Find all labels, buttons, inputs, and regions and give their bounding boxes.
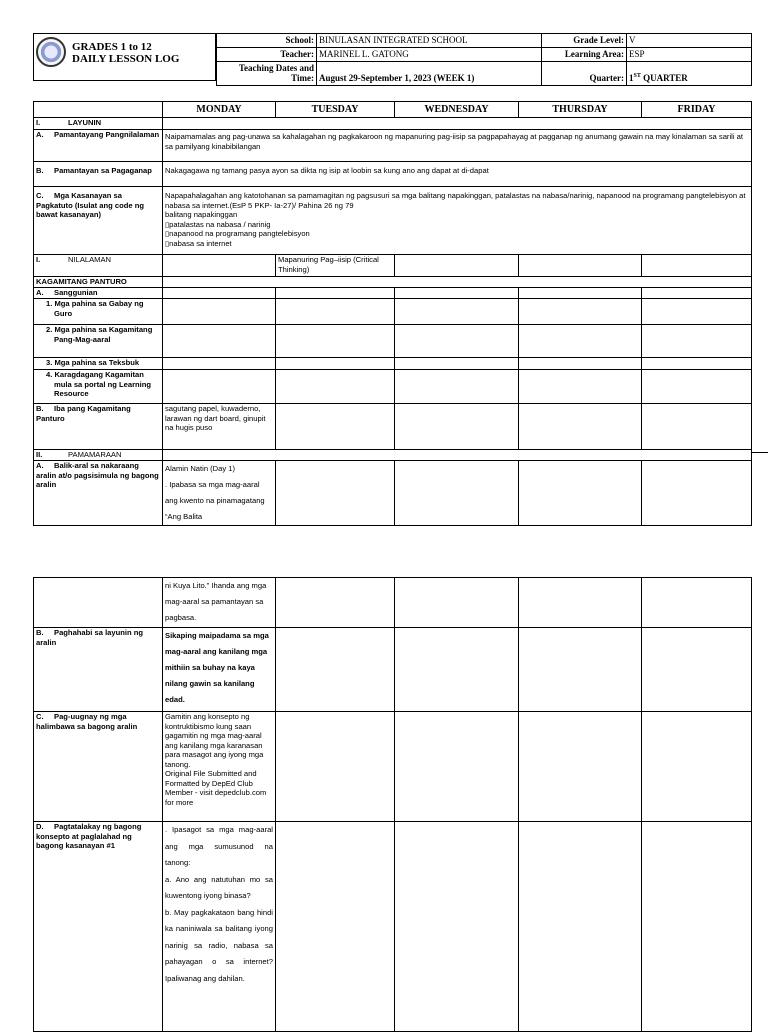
header-table	[216, 33, 752, 86]
s3-thu	[519, 358, 642, 370]
area-value: ESP	[627, 48, 752, 62]
s1-label: 1. Mga pahina sa Gabay ng Guro	[34, 299, 163, 325]
nilalaman-tue: Mapanuring Pag–iisip (Critical Thinking)	[276, 255, 395, 277]
s4-mon	[163, 370, 276, 404]
s-fri	[642, 288, 752, 299]
nilalaman-thu	[519, 255, 642, 277]
c-text	[163, 187, 752, 255]
c-text5: ▯nabasa sa internet	[165, 238, 232, 248]
p2-cont-fri	[642, 578, 752, 628]
grade-label: Grade Level:	[542, 34, 627, 48]
sanggunian-text: Sanggunian	[54, 288, 98, 297]
title-line1: GRADES 1 to 12	[72, 41, 152, 53]
school-label: School:	[217, 34, 317, 48]
pamamaraan-heading	[34, 450, 163, 461]
iba-tue	[276, 404, 395, 450]
s4-fri	[642, 370, 752, 404]
a-letter: A.	[36, 130, 44, 139]
balik-t1: Alamin Natin (Day 1)	[165, 464, 236, 473]
p2-b-text-label: Paghahabi sa layunin ng aralin	[36, 628, 144, 647]
nilalaman-wed	[395, 255, 519, 277]
p2-d-thu	[519, 822, 642, 1032]
s4-tue	[276, 370, 395, 404]
s4-label: 4. Karagdagang Kagamitan mula sa portal ng Learning Resource	[34, 370, 163, 404]
dates-label-2: Time:	[291, 73, 314, 83]
s2-tue	[276, 325, 395, 358]
pamantayang-label	[34, 130, 163, 162]
sanggunian-letter: A.	[36, 288, 44, 297]
balik-t2: . Ipabasa sa mga mag-aaral ang kwento na pinamagatang “Ang Balita	[165, 480, 265, 521]
p2-b-label	[34, 628, 163, 712]
p2-c-fri	[642, 712, 752, 822]
p2-c-tue	[276, 712, 395, 822]
lesson-table-page1	[33, 101, 752, 526]
dates-label	[217, 62, 317, 86]
b-letter: B.	[36, 166, 44, 175]
layunin-heading	[34, 118, 163, 130]
p2-d-wed	[395, 822, 519, 1032]
balik-fri	[642, 461, 752, 526]
balik-thu	[519, 461, 642, 526]
s2-wed	[395, 325, 519, 358]
quarter-text: QUARTER	[640, 73, 688, 83]
p2-c-text2: Original File Submitted and Formatted by DepEd Club Member - visit depedclub.com for more	[165, 769, 267, 807]
p2-cont-tue	[276, 578, 395, 628]
iba-wed	[395, 404, 519, 450]
p2-cont-thu	[519, 578, 642, 628]
grade-value: V	[627, 34, 752, 48]
nilalaman-num: I.	[36, 255, 41, 264]
p2-cont-wed	[395, 578, 519, 628]
iba-letter: B.	[36, 404, 44, 413]
balik-wed	[395, 461, 519, 526]
s1-fri	[642, 299, 752, 325]
s2-mon	[163, 325, 276, 358]
pamantayan-label	[34, 162, 163, 187]
s2-label: 2. Mga pahina sa Kagamitang Pang-Mag-aaral	[34, 325, 163, 358]
quarter-label: Quarter:	[542, 62, 627, 86]
p2-c-thu	[519, 712, 642, 822]
layunin-blank	[163, 118, 752, 130]
s3-mon	[163, 358, 276, 370]
p2-c-label	[34, 712, 163, 822]
c-text2: balitang napakinggan	[165, 210, 238, 219]
s1-mon	[163, 299, 276, 325]
title-box	[33, 33, 216, 81]
layunin-num: I.	[36, 118, 41, 127]
teacher-label: Teacher:	[217, 48, 317, 62]
school-value: BINULASAN INTEGRATED SCHOOL	[317, 34, 542, 48]
balik-text	[163, 461, 276, 526]
iba-thu	[519, 404, 642, 450]
s4-wed	[395, 370, 519, 404]
p2-c-text-label: Pag-uugnay ng mga halimbawa sa bagong aralin	[36, 712, 138, 731]
c-text1: Napapahalagahan ang katotohanan sa pamamagitan ng pagsusuri sa mga balitang napakinggan, patalastas na nabasa/narinig, napanood na programang pangtelebisyon at nabasa sa internet.(EsP 5 PKP- Ia-27)/ Pahina 26 ng 79	[165, 191, 746, 210]
p2-c-text	[163, 712, 276, 822]
p2-b-text: Sikaping maipadama sa mga mag-aaral ang kanilang mga mithiin sa buhay na kaya nilang gawin sa kanilang edad.	[163, 628, 276, 712]
day-tuesday: TUESDAY	[276, 102, 395, 118]
a-label: Pamantayang Pangnilalaman	[54, 130, 160, 139]
nilalaman-fri	[642, 255, 752, 277]
day-wednesday: WEDNESDAY	[395, 102, 519, 118]
dates-label-1: Teaching Dates and	[238, 63, 314, 73]
p2-cont-text: ni Kuya Lito.” Ihanda ang mga mag-aaral sa pamantayan sa pagbasa.	[163, 578, 276, 628]
p2-d-label	[34, 822, 163, 1032]
s-mon	[163, 288, 276, 299]
kasanayan-label	[34, 187, 163, 255]
s1-tue	[276, 299, 395, 325]
c-text4: ▯napanood na programang pangtelebisyon	[165, 229, 310, 238]
sanggunian-label	[34, 288, 163, 299]
p2-b-tue	[276, 628, 395, 712]
nilalaman-mon	[163, 255, 276, 277]
s-tue	[276, 288, 395, 299]
p2-d-tue	[276, 822, 395, 1032]
p2-d-text1: . Ipasagot sa mga mag-aaral ang mga sumusunod na tanong:	[165, 825, 273, 867]
lesson-table-page2	[33, 577, 752, 1032]
p2-c-wed	[395, 712, 519, 822]
dates-value: August 29-September 1, 2023 (WEEK 1)	[317, 62, 542, 86]
s-wed	[395, 288, 519, 299]
balik-tue	[276, 461, 395, 526]
nilalaman-heading	[34, 255, 163, 277]
day-header-blank	[34, 102, 163, 118]
day-friday: FRIDAY	[642, 102, 752, 118]
p2-b-thu	[519, 628, 642, 712]
c-letter: C.	[36, 191, 44, 200]
s3-tue	[276, 358, 395, 370]
p2-d-text	[163, 822, 276, 1032]
pamamaraan-num: II.	[36, 450, 43, 459]
s2-thu	[519, 325, 642, 358]
s3-wed	[395, 358, 519, 370]
p2-b-wed	[395, 628, 519, 712]
balik-label	[34, 461, 163, 526]
p2-b-letter: B.	[36, 628, 44, 637]
s3-fri	[642, 358, 752, 370]
balik-text-label: Balik-aral sa nakaraang aralin at/o pagsisimula ng bagong aralin	[36, 461, 159, 489]
pamamaraan-label: PAMAMARAAN	[68, 450, 122, 459]
s3-label: 3. Mga pahina sa Teksbuk	[34, 358, 163, 370]
stray-line	[751, 452, 768, 453]
iba-fri	[642, 404, 752, 450]
teacher-value: MARINEL L. GATONG	[317, 48, 542, 62]
quarter-sup: ST	[633, 73, 641, 79]
pamamaraan-blank	[163, 450, 752, 461]
p2-b-fri	[642, 628, 752, 712]
s1-wed	[395, 299, 519, 325]
title-line2: DAILY LESSON LOG	[72, 53, 180, 65]
p2-d-text-label: Pagtatalakay ng bagong konsepto at paglalahad ng bagong kasanayan #1	[36, 822, 142, 850]
kagamitan-heading: KAGAMITANG PANTURO	[34, 277, 163, 288]
a-text: Naipamamalas ang pag-unawa sa kahalagahan ng pagkakaroon ng mapanuring pag-iisip sa pagpapahayag at pagganap ng anumang gawain na may kinalaman sa sarili at sa pamilyang kinabibilangan	[163, 130, 752, 162]
c-text3: ▯patalastas na nabasa / narinig	[165, 219, 271, 229]
p2-d-text2: a. Ano ang natutuhan mo sa kuwentong iyong binasa?	[165, 874, 273, 900]
iba-text: sagutang papel, kuwaderno, larawan ng dart board, ginupit na hugis puso	[163, 404, 276, 450]
p2-d-text3: b. May pagkakataon bang hindi ka naniniwala sa balitang iyong narinig sa radio, nabasa sa pahayagan o sa internet? Ipaliwanag ang dahilan.	[165, 907, 273, 983]
c-label: Mga Kasanayan sa Pagkatuto (Isulat ang code ng bawat kasanayan)	[36, 191, 145, 219]
p2-d-letter: D.	[36, 822, 44, 831]
b-text: Nakagagawa ng tamang pasya ayon sa dikta ng isip at loobin sa kung ano ang dapat at di-dapat	[163, 162, 752, 187]
s1-thu	[519, 299, 642, 325]
p2-cont-label	[34, 578, 163, 628]
day-monday: MONDAY	[163, 102, 276, 118]
s-thu	[519, 288, 642, 299]
s2-fri	[642, 325, 752, 358]
p2-d-fri	[642, 822, 752, 1032]
p2-c-text1: Gamitin ang konsepto ng kontruktibismo kung saan gagamitin ng mga mag-aaral ang kanilang mga karanasan para masagot ang iyong mga tanong.	[165, 712, 264, 769]
quarter-value	[627, 62, 752, 86]
b-label: Pamantayan sa Pagaganap	[54, 166, 152, 175]
nilalaman-label: NILALAMAN	[68, 255, 112, 264]
area-label: Learning Area:	[542, 48, 627, 62]
layunin-label: LAYUNIN	[68, 118, 102, 127]
s4-thu	[519, 370, 642, 404]
p2-c-letter: C.	[36, 712, 44, 721]
iba-text-label: Iba pang Kagamitang Panturo	[36, 404, 131, 423]
quarter-num: 1	[629, 73, 634, 83]
balik-letter: A.	[36, 461, 44, 470]
iba-label	[34, 404, 163, 450]
kagamitan-blank	[163, 277, 752, 288]
day-thursday: THURSDAY	[519, 102, 642, 118]
